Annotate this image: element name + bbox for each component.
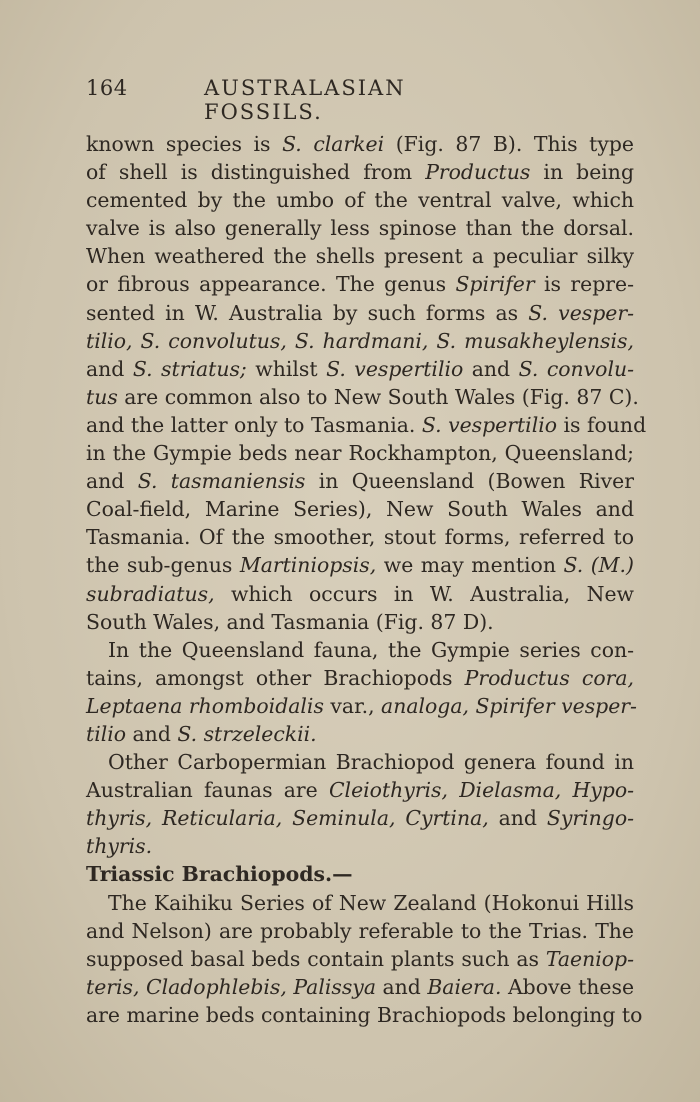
italic-text-run: Leptaena rhomboidalis [86,693,324,718]
text-run: and the latter only to Tasmania. [86,412,422,437]
italic-text-run: Baiera. [427,974,502,999]
text-line [86,692,637,720]
body-text [86,130,647,1029]
text-line [86,186,634,214]
text-line [86,748,634,776]
text-run: In the Queensland fauna, the Gympie series con- [108,637,634,662]
text-run: of shell is distinguished from [86,160,426,185]
text-line [86,495,634,523]
italic-text-run: thyris. [86,834,153,859]
running-title: AUSTRALASIAN FOSSILS. [204,76,406,124]
text-line [86,411,647,439]
italic-text-run: thyris, Reticularia, Seminula, Cyrtina, [86,806,489,831]
text-run: Coal-field, Marine Series), New South Wales and [86,497,634,522]
text-run: which occurs in W. Australia, New [214,581,634,606]
text-run: and [463,356,519,381]
italic-text-run: S. convolu- [518,356,634,381]
text-line [86,158,634,186]
italic-text-run: tilio, S. convolutus, S. hardmani, S. musakheylensis, [86,328,634,353]
text-run: we may mention [376,553,564,578]
text-line [86,467,634,495]
text-run: Tasmania. Of the smoother, stout forms, referred to [86,525,634,550]
italic-text-run: tus [86,384,118,409]
italic-text-run: S. striatus; [132,356,247,381]
italic-text-run: S. clarkei [282,132,385,156]
text-run: The Kaihiku Series of New Zealand (Hokonui Hills [108,890,634,915]
text-line [86,889,634,917]
text-run: known species is [86,132,283,156]
text-run: the sub-genus [86,553,240,578]
text-run: tains, amongst other Brachiopods [86,665,465,690]
italic-text-run: Productus cora, [464,665,635,690]
italic-text-run: S. strzeleckii. [177,721,317,746]
text-line [86,355,634,383]
text-run: var., [323,693,382,718]
text-run: and [86,469,138,494]
italic-text-run: S. tasmaniensis [137,469,306,494]
text-line [86,720,634,748]
text-run: in Queensland (Bowen River [305,469,634,494]
text-run: and [86,356,133,381]
text-run: (Fig. 87 B). This type [384,132,634,156]
italic-text-run: analoga, Spirifer vesper- [381,693,637,718]
italic-text-run: Spirifer [455,272,535,297]
text-line [86,917,634,945]
text-line [86,270,634,298]
text-run: South Wales, and Tasmania (Fig. 87 D). [86,609,494,634]
italic-text-run: Taeniop- [545,946,634,971]
running-head [86,76,516,124]
page-number: 164 [86,76,128,100]
text-line [86,299,634,327]
italic-text-run: teris, Cladophlebis, Palissya [86,974,376,999]
text-line [86,1001,643,1029]
italic-text-run: Syringo- [546,806,634,831]
text-run: sented in W. Australia by such forms as [86,300,529,325]
text-run: whilst [246,356,327,381]
text-line [86,439,634,467]
text-run: and [375,974,428,999]
text-line [86,580,634,608]
text-line [86,327,634,355]
text-line [86,214,634,242]
text-run: valve is also generally less spinose than the dorsal. [86,216,634,241]
text-line [86,664,634,692]
text-line [86,636,634,664]
text-line [86,973,634,1001]
text-line [86,804,634,832]
text-run: Above these [501,974,635,999]
text-run: cemented by the umbo of the ventral valve, which [86,188,634,213]
text-line [86,242,634,270]
text-run: Other Carbopermian Brachiopod genera found in [108,750,634,775]
text-run: Australian faunas are [86,778,329,803]
italic-text-run: tilio [86,721,127,746]
text-run: and Nelson) are probably referable to the Trias. The [86,918,634,943]
text-run: in the Gympie beds near Rockhampton, Queensland; [86,441,634,466]
italic-text-run: S. vespertilio [326,356,464,381]
italic-text-run: Productus [425,160,531,185]
text-run: and [126,721,178,746]
text-line [86,776,634,804]
italic-text-run: S. vesper- [528,300,634,325]
text-line [86,383,639,411]
text-line [86,945,634,973]
text-run: are common also to New South Wales (Fig. 87 C). [117,384,639,409]
italic-text-run: subradiatus, [86,581,215,606]
section-heading [86,860,634,888]
text-run: are marine beds containing Brachiopods belonging to [86,1002,643,1027]
text-run: is found [557,412,647,437]
italic-text-run: Martiniopsis, [239,553,377,578]
text-line [86,832,634,860]
text-run: and [488,806,547,831]
italic-text-run: Cleiothyris, Dielasma, Hypo- [328,778,634,803]
italic-text-run: S. (M.) [563,553,634,578]
text-run: supposed basal beds contain plants such as [86,946,546,971]
text-run: or fibrous appearance. The genus [86,272,456,297]
text-run: When weathered the shells present a peculiar silky [86,244,634,269]
text-run: Triassic Brachiopods.— [86,862,353,887]
text-line [86,608,634,636]
text-line [86,523,634,551]
italic-text-run: S. vespertilio [421,412,558,437]
text-line [86,551,634,579]
text-line [86,130,634,158]
text-run: is repre- [534,272,634,297]
text-run: in being [530,160,634,185]
